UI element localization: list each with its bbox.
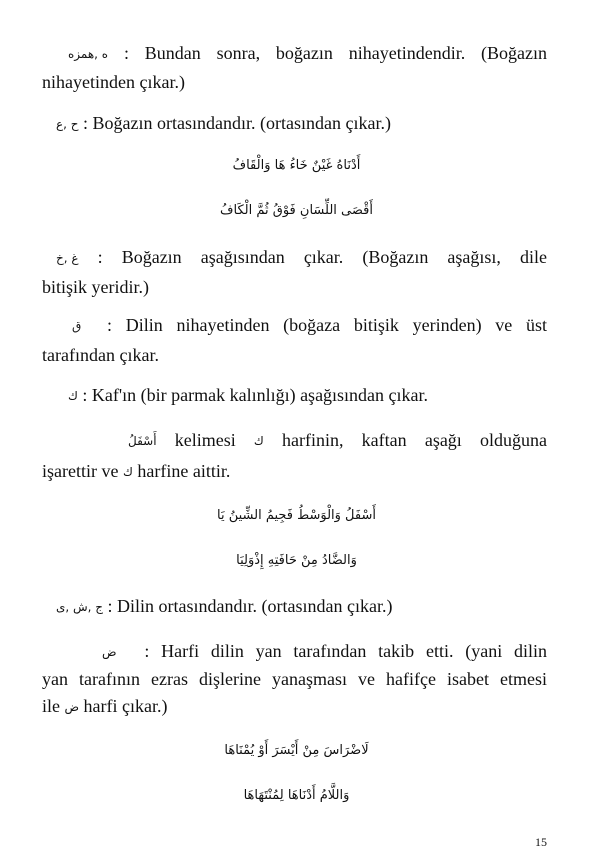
entry-ayn-ha-line1 [42, 112, 547, 135]
entry-qaf-line2: tarafından çıkar. [42, 345, 159, 365]
arabic-letters: ج ,ش ,ى [56, 600, 104, 614]
entry-kaf-line1 [42, 384, 547, 407]
arabic-letters: ح ,ع [56, 117, 79, 131]
entry-asfal-line2 [42, 460, 547, 483]
entry-jim-shin-ya-line1 [42, 595, 547, 618]
entry-dad-line3 [42, 695, 547, 718]
entry-ghayn-kha-line1 [42, 246, 547, 269]
verse-line: أَقْصَى اللِّسَانِ فَوْقُ ثُمَّ الْكَافُ [220, 203, 373, 218]
entry-dad-line1 [42, 640, 547, 663]
verse-line: وَاللَّامُ أَدْنَاهَا لِمُنْتَهَاهَا [243, 788, 350, 803]
entry-dad-line2: yan tarafının ezras dişlerine yanaşması ve hafifçe isabet etmesi [42, 669, 547, 689]
verse-line: وَالضَّادُ مِنْ حَافَتِهِ إِذْوَلِيَا [236, 553, 357, 568]
verse-line: أَدْنَاهُ غَيْنٌ خَاءُ هَا وَالْقَافُ [232, 158, 361, 173]
verse-line: لَاضْرَاسَ مِنْ أَيْسَرَ أَوْ يُمْنَاهَا [224, 743, 369, 758]
page-number: 15 [535, 835, 547, 849]
arabic-word: أَسْفَلُ [128, 434, 157, 448]
verse-line: أَسْفَلُ وَالْوَسْطُ فَجِيمُ الشِّينُ يَا [216, 508, 376, 523]
entry-asfal-line1 [128, 429, 547, 452]
arabic-letters: غ ,خ [56, 251, 79, 265]
arabic-letter: ض [102, 645, 117, 659]
entry-ghayn-kha-line2: bitişik yeridir.) [42, 277, 149, 297]
entry-text: ile [42, 696, 60, 716]
entry-text: : Kaf'ın (bir parmak kalınlığı) aşağısından çıkar. [82, 385, 429, 405]
entry-text: harfi çıkar.) [83, 696, 168, 716]
entry-text: harfine aittir. [137, 461, 231, 481]
arabic-letters: ك [68, 389, 78, 403]
entry-text: : Boğazın aşağısından çıkar. (Boğazın aşağısı, dile [97, 247, 547, 267]
entry-hamza-line2: nihayetinden çıkar.) [42, 72, 185, 92]
arabic-letter: ك [253, 434, 264, 448]
entry-text: : Dilin ortasındandır. (ortasından çıkar.) [107, 596, 393, 616]
arabic-letter: ك [122, 465, 133, 479]
entry-text: kelimesi [174, 430, 236, 450]
entry-hamza-line1 [42, 42, 547, 65]
entry-text: işarettir ve [42, 461, 119, 481]
entry-text: : Harfi dilin yan tarafından takib etti. (yani dilin [144, 641, 548, 661]
arabic-letters: ق [72, 319, 82, 333]
entry-text: harfinin, kaftan aşağı olduğuna [282, 430, 547, 450]
entry-text: : Dilin nihayetinden (boğaza bitişik yerinden) ve üst [107, 315, 547, 335]
arabic-letters: ه ,همزه [68, 47, 109, 61]
entry-text: : Boğazın ortasındandır. (ortasından çıkar.) [83, 113, 391, 133]
arabic-letter: ض [64, 700, 80, 714]
entry-qaf-line1 [42, 314, 547, 337]
entry-text: : Bundan sonra, boğazın nihayetindendir. (Boğazın [123, 43, 548, 63]
